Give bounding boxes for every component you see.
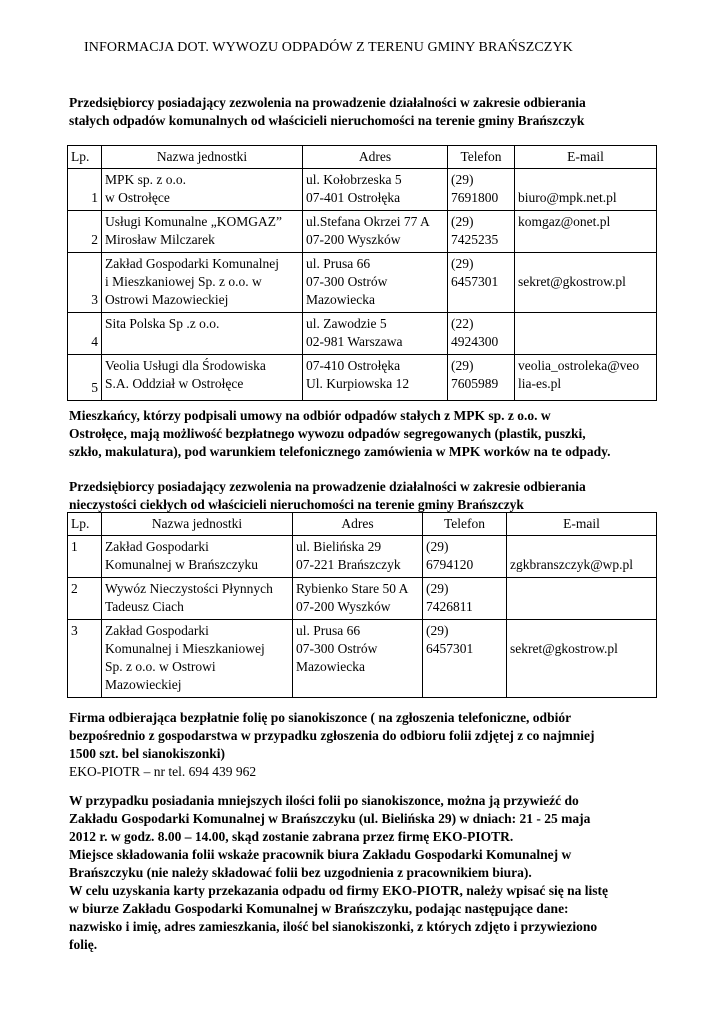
final-note-line: folię. [69, 937, 98, 952]
section2-heading-line: nieczystości ciekłych od właścicieli nieruchomości na terenie gminy Brańszczyk [69, 497, 524, 512]
final-note-line: Zakładu Gospodarki Komunalnej w Brańszczyku (ul. Bielińska 29) w dniach: 21 - 25 maja [69, 811, 591, 826]
table-header-row [68, 513, 657, 536]
table-row [68, 253, 657, 313]
address-line: ul.Stefana Okrzei 77 A [306, 214, 430, 229]
row-name [102, 536, 293, 578]
name-line: Sita Polska Sp .z o.o. [105, 316, 220, 331]
final-note-line: Miejsce składowania folii wskaże pracownik biura Zakładu Gospodarki Komunalnej w [69, 847, 572, 862]
phone-line: (29) [426, 581, 449, 596]
email-line: veolia_ostroleka@veo [518, 358, 640, 373]
row-lp: 1 [68, 536, 102, 578]
row-email [515, 211, 657, 253]
section1-heading-line: Przedsiębiorcy posiadający zezwolenia na prowadzenie działalności w zakresie odbierania [69, 95, 586, 110]
row-name [102, 355, 303, 401]
column-header-lp: Lp. [68, 146, 102, 169]
address-line: Mazowiecka [306, 292, 375, 307]
row-email [515, 169, 657, 211]
row-lp: 4 [68, 313, 102, 355]
residents-note-line: Ostrołęce, mają możliwość bezpłatnego wywozu odpadów segregowanych (plastik, puszki, [69, 426, 586, 441]
row-email [507, 578, 657, 620]
row-phone [448, 355, 515, 401]
name-line: Komunalnej i Mieszkaniowej [105, 641, 265, 656]
row-address [293, 620, 423, 698]
row-phone [423, 578, 507, 620]
row-address [303, 253, 448, 313]
email-line: sekret@gkostrow.pl [510, 641, 618, 656]
address-line: 07-200 Wyszków [296, 599, 391, 614]
phone-line: (29) [451, 172, 474, 187]
email-line [518, 171, 653, 189]
phone-line: (29) [451, 256, 474, 271]
address-line: Ul. Kurpiowska 12 [306, 376, 410, 391]
final-note-line: Brańszczyku (nie należy składować folii bez uzgodnienia z pracownikiem biura). [69, 865, 532, 880]
table-row [68, 169, 657, 211]
email-line: zgkbranszczyk@wp.pl [510, 557, 634, 572]
final-note-line: w biurze Zakładu Gospodarki Komunalnej w Brańszczyku, podając następujące dane: [69, 901, 569, 916]
residents-note-line: Mieszkańcy, którzy podpisali umowy na odbiór odpadów stałych z MPK sp. z o.o. w [69, 408, 551, 423]
table-row [68, 355, 657, 401]
table-row [68, 211, 657, 253]
row-lp: 3 [68, 253, 102, 313]
phone-line: 7426811 [426, 599, 473, 614]
row-email [515, 253, 657, 313]
foil-note-line: bezpośrednio z gospodarstwa w przypadku zgłoszenia do odbioru folii zdjętej z co najmniej [69, 728, 595, 743]
row-email [515, 313, 657, 355]
email-line: biuro@mpk.net.pl [518, 190, 617, 205]
address-line: 07-221 Brańszczyk [296, 557, 401, 572]
row-name [102, 620, 293, 698]
address-line: 07-410 Ostrołęka [306, 358, 401, 373]
row-name [102, 578, 293, 620]
name-line: w Ostrołęce [105, 190, 170, 205]
column-header-phone: Telefon [423, 513, 507, 536]
address-line: 07-401 Ostrołęka [306, 190, 401, 205]
row-phone [448, 253, 515, 313]
name-line: Zakład Gospodarki [105, 623, 209, 638]
row-phone [423, 536, 507, 578]
table-header-row [68, 146, 657, 169]
email-line [518, 255, 653, 273]
address-line: 07-300 Ostrów [306, 274, 388, 289]
table-row [68, 313, 657, 355]
email-line: komgaz@onet.pl [518, 214, 611, 229]
foil-note [69, 709, 659, 781]
phone-line: 6457301 [426, 641, 474, 656]
row-name [102, 313, 303, 355]
residents-note-line: szkło, makulatura), pod warunkiem telefonicznego zamówienia w MPK worków na te odpady. [69, 444, 611, 459]
final-note [69, 792, 659, 954]
row-address [303, 313, 448, 355]
phone-line: (29) [426, 623, 449, 638]
column-header-email: E-mail [507, 513, 657, 536]
section1-heading-line: stałych odpadów komunalnych od właścicieli nieruchomości na terenie gminy Brańszczyk [69, 113, 585, 128]
row-address [303, 355, 448, 401]
column-header-name: Nazwa jednostki [102, 146, 303, 169]
column-header-name: Nazwa jednostki [102, 513, 293, 536]
name-line: S.A. Oddział w Ostrołęce [105, 376, 244, 391]
name-line: Zakład Gospodarki [105, 539, 209, 554]
phone-line: 6457301 [451, 274, 499, 289]
name-line: Komunalnej w Brańszczyku [105, 557, 258, 572]
row-address [293, 536, 423, 578]
foil-note-line: 1500 szt. bel sianokiszonki) [69, 746, 226, 761]
phone-line: 7425235 [451, 232, 499, 247]
phone-line: (29) [451, 358, 474, 373]
section2-heading [69, 478, 659, 514]
solid-waste-table [67, 145, 657, 401]
name-line: Ostrowi Mazowieckiej [105, 292, 229, 307]
name-line: Usługi Komunalne „KOMGAZ” [105, 214, 282, 229]
email-line: sekret@gkostrow.pl [518, 274, 626, 289]
row-address [303, 211, 448, 253]
name-line: Wywóz Nieczystości Płynnych [105, 581, 273, 596]
table-row [68, 620, 657, 698]
email-line [510, 538, 653, 556]
name-line: Mirosław Milczarek [105, 232, 215, 247]
row-address [303, 169, 448, 211]
row-lp: 1 [68, 169, 102, 211]
final-note-line: nazwisko i imię, adres zamieszkania, ilość bel sianokiszonki, z których zdjęto i przywieziono [69, 919, 598, 934]
residents-note [69, 407, 659, 461]
row-name [102, 211, 303, 253]
row-phone [448, 313, 515, 355]
table-row [68, 578, 657, 620]
table-row [68, 536, 657, 578]
document-title: INFORMACJA DOT. WYWOZU ODPADÓW Z TERENU GMINY BRAŃSZCZYK [84, 40, 573, 55]
address-line: Rybienko Stare 50 A [296, 581, 409, 596]
address-line: ul. Kołobrzeska 5 [306, 172, 402, 187]
address-line: 07-300 Ostrów [296, 641, 378, 656]
final-note-line: 2012 r. w godz. 8.00 – 14.00, skąd zostanie zabrana przez firmę EKO-PIOTR. [69, 829, 514, 844]
name-line: Zakład Gospodarki Komunalnej [105, 256, 279, 271]
phone-line: 7691800 [451, 190, 499, 205]
phone-line: (29) [426, 539, 449, 554]
phone-line: (22) [451, 316, 474, 331]
row-phone [448, 211, 515, 253]
name-line: Mazowieckiej [105, 677, 182, 692]
address-line: 02-981 Warszawa [306, 334, 403, 349]
email-line: lia-es.pl [518, 376, 562, 391]
address-line: ul. Prusa 66 [296, 623, 361, 638]
row-email [507, 536, 657, 578]
column-header-lp: Lp. [68, 513, 102, 536]
final-note-line: W przypadku posiadania mniejszych ilości folii po sianokiszonce, można ją przywieźć do [69, 793, 579, 808]
phone-line: 7605989 [451, 376, 499, 391]
email-line [510, 622, 653, 640]
row-address [293, 578, 423, 620]
column-header-phone: Telefon [448, 146, 515, 169]
name-line: Tadeusz Ciach [105, 599, 184, 614]
phone-line: 4924300 [451, 334, 499, 349]
address-line: ul. Prusa 66 [306, 256, 371, 271]
section1-heading [69, 94, 659, 130]
name-line: Sp. z o.o. w Ostrowi [105, 659, 216, 674]
address-line: ul. Zawodzie 5 [306, 316, 387, 331]
row-email [507, 620, 657, 698]
row-lp: 3 [68, 620, 102, 698]
section2-heading-line: Przedsiębiorcy posiadający zezwolenia na prowadzenie działalności w zakresie odbierania [69, 479, 586, 494]
column-header-address: Adres [293, 513, 423, 536]
name-line: i Mieszkaniowej Sp. z o.o. w [105, 274, 262, 289]
row-phone [448, 169, 515, 211]
final-note-line: W celu uzyskania karty przekazania odpadu od firmy EKO-PIOTR, należy wpisać się na listę [69, 883, 609, 898]
liquid-waste-table [67, 512, 657, 698]
name-line: Veolia Usługi dla Środowiska [105, 358, 266, 373]
row-email [515, 355, 657, 401]
address-line: 07-200 Wyszków [306, 232, 401, 247]
row-lp: 5 [68, 355, 102, 401]
column-header-email: E-mail [515, 146, 657, 169]
foil-contact: EKO-PIOTR – nr tel. 694 439 962 [69, 764, 257, 779]
phone-line: (29) [451, 214, 474, 229]
row-lp: 2 [68, 578, 102, 620]
phone-line: 6794120 [426, 557, 474, 572]
address-line: Mazowiecka [296, 659, 365, 674]
row-lp: 2 [68, 211, 102, 253]
address-line: ul. Bielińska 29 [296, 539, 382, 554]
name-line: MPK sp. z o.o. [105, 172, 187, 187]
row-phone [423, 620, 507, 698]
foil-note-line: Firma odbierająca bezpłatnie folię po sianokiszonce ( na zgłoszenia telefoniczne, odbiór [69, 710, 572, 725]
row-name [102, 169, 303, 211]
row-name [102, 253, 303, 313]
column-header-address: Adres [303, 146, 448, 169]
